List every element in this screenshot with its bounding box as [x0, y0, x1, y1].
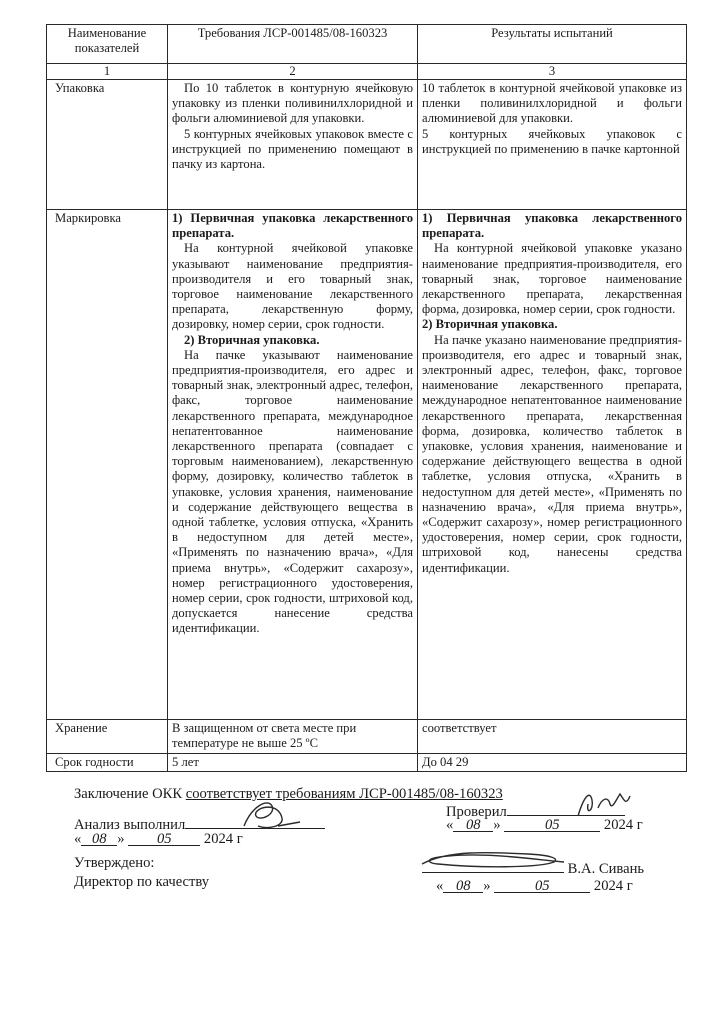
- req-packaging-text-2: 5 контурных ячейковых упаковок вместе с инструкцией по применению помещают в пачку из картона.: [172, 126, 413, 172]
- analysis-label: Анализ выполнил: [74, 817, 186, 833]
- checker-signature-mark: [574, 786, 634, 822]
- checked-date-month: 05: [504, 817, 600, 832]
- req-marking-text-2: На пачке указывают наименование предприятия-производителя, его адрес и товарный знак, электронный адрес, телефон, факс, торговое наименование лекарственного препарата, международное непатентованное наименование лекарственного препарата (совпадает с торговым наименованием), лекарственную форму, дозировку, количество таблеток в упаковке, условия хранения, наименование и содержание действующего вещества в одной таблетке, условия отпуска, «Хранить в недоступном для детей месте», «Применять по назначению врача», «Для приема внутрь», «Содержит сахарозу», номер регистрационного удостоверения, номер серии, срок годности, штриховой код, допускается нанесение средства идентификации.: [172, 347, 413, 636]
- res-marking-text-1: На контурной ячейковой упаковке указано наименование предприятия-производителя, его товарный знак, торговое наименование лекарственного препарата, лекарственная форма, дозировка, номер серии, срок годности.: [422, 241, 682, 317]
- table-row-packaging: [47, 80, 687, 210]
- param-packaging: Упаковка: [47, 80, 168, 210]
- director-name: В.А. Сивань: [567, 861, 645, 877]
- specification-table: [46, 24, 687, 772]
- req-marking-text-1: На контурной ячейковой упаковке указывают наименование предприятия-производителя и его товарный знак, торговое наименование лекарственного препарата, лекарственную форму, дозировку, номер серии, срок годности.: [172, 241, 413, 332]
- checked-year-suffix: г: [636, 817, 643, 833]
- res-marking-heading-2: 2) Вторичная упаковка.: [422, 317, 558, 332]
- req-marking-heading-2: 2) Вторичная упаковка.: [184, 332, 320, 347]
- quote-close: »: [483, 878, 491, 894]
- table-row-marking: [47, 210, 687, 720]
- approved-label: Утверждено:: [74, 855, 155, 871]
- quote-open: «: [436, 878, 444, 894]
- analysis-date: [74, 831, 243, 848]
- checked-label: Проверил: [446, 804, 507, 820]
- director-date-month: 05: [494, 878, 590, 893]
- director-signature-mark: [418, 846, 568, 872]
- analysis-date-month: 05: [128, 831, 200, 846]
- column-number-2: 2: [168, 64, 418, 80]
- req-marking: [168, 210, 418, 720]
- analysis-year-suffix: г: [236, 831, 243, 847]
- req-packaging-text-1: По 10 таблеток в контурную ячейковую упаковку из пленки поливинилхлоридной и фольги алюминиевой для упаковки.: [172, 81, 413, 126]
- director-date-day: 08: [443, 878, 483, 893]
- conclusion-value: соответствует требованиям ЛСР-001485/08-160323: [185, 786, 503, 802]
- quote-close: »: [493, 817, 501, 833]
- table-header-row: [47, 25, 687, 64]
- header-parameters: Наименование показателей: [47, 25, 168, 64]
- param-shelf-life: Срок годности: [47, 754, 168, 772]
- column-number-3: 3: [418, 64, 687, 80]
- req-packaging: [168, 80, 418, 210]
- res-storage: соответствует: [418, 720, 687, 754]
- director-label: Директор по качеству: [74, 874, 210, 890]
- checked-date-year: 2024: [603, 817, 634, 833]
- header-results: Результаты испытаний: [418, 25, 687, 64]
- res-marking-heading-1: 1) Первичная упаковка лекарственного препарата.: [422, 211, 682, 241]
- table-row-shelf-life: [47, 754, 687, 772]
- table-number-row: [47, 64, 687, 80]
- res-packaging-text-2: 5 контурных ячейковых упаковок с инструкцией по применению в пачке картонной: [422, 126, 682, 156]
- req-shelf-life: 5 лет: [168, 754, 418, 772]
- director-date: [436, 878, 633, 895]
- analysis-date-year: 2024: [203, 831, 234, 847]
- req-storage: В защищенном от света месте при температуре не выше 25 ºС: [168, 720, 418, 754]
- res-shelf-life: До 04 29: [418, 754, 687, 772]
- table-row-storage: [47, 720, 687, 754]
- quote-open: «: [74, 831, 82, 847]
- column-number-1: 1: [47, 64, 168, 80]
- analyst-signature-mark: [238, 796, 308, 836]
- director-year-suffix: г: [626, 878, 633, 894]
- param-storage: Хранение: [47, 720, 168, 754]
- res-packaging: [418, 80, 687, 210]
- res-packaging-text-1: 10 таблеток в контурной ячейковой упаковке из пленки поливинилхлоридной и фольги алюминиевой для упаковки.: [422, 81, 682, 126]
- director-date-year: 2024: [593, 878, 624, 894]
- analysis-date-day: 08: [81, 831, 117, 846]
- quote-close: »: [117, 831, 125, 847]
- res-marking: [418, 210, 687, 720]
- header-requirements: Требования ЛСР-001485/08-160323: [168, 25, 418, 64]
- param-marking: Маркировка: [47, 210, 168, 720]
- checked-date-day: 08: [453, 817, 493, 832]
- req-marking-heading-1: 1) Первичная упаковка лекарственного препарата.: [172, 211, 413, 241]
- conclusion-label: Заключение ОКК: [74, 786, 183, 802]
- quote-open: «: [446, 817, 454, 833]
- res-marking-text-2: На пачке указано наименование предприятия-производителя, его адрес и товарный знак, электронный адрес, телефон, факс, торговое наименование лекарственного препарата, международное непатентованное наименование лекарственного препарата, лекарственная форма, дозировка, количество таблеток в упаковке, условия хранения, наименование и содержание действующего вещества в одной таблетке, условия отпуска, «Хранить в недоступном для детей месте», «Применять по назначению врача», «Для приема внутрь», «Содержит сахарозу», номер регистрационного удостоверения, номер серии, срок годности, штриховой код, нанесены средства идентификации.: [422, 332, 682, 575]
